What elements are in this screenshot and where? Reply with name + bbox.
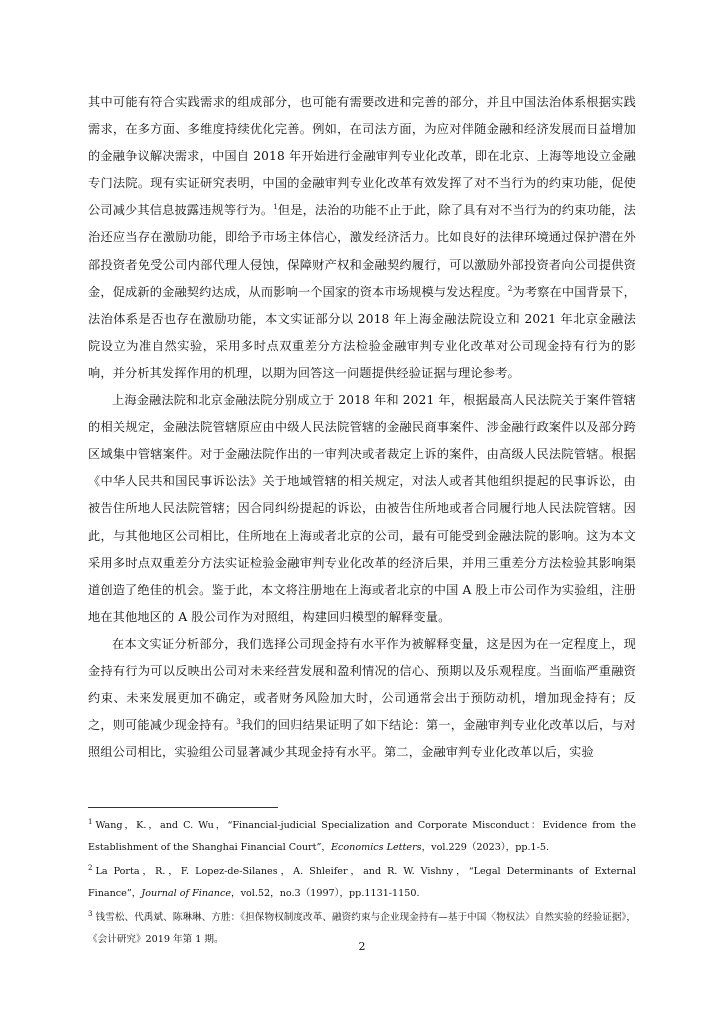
body-paragraph bbox=[88, 631, 636, 766]
journal-title: Economics Letters bbox=[331, 841, 422, 853]
citation-text: ，vol.52，no.3（1997），pp.1131-1150. bbox=[231, 887, 420, 899]
footnote-number: 2 bbox=[88, 864, 93, 873]
footnote-number: 1 bbox=[88, 818, 93, 826]
citation-text: Wang，K.，and C. Wu，“Financial-judicial Specialization and Corporate Misconduct：Evidence from the Establishment of the Shanghai Financial Court”， bbox=[88, 820, 636, 853]
page-number: 2 bbox=[358, 940, 366, 953]
body-paragraph bbox=[88, 89, 636, 387]
footnotes bbox=[88, 812, 636, 951]
footnote-reference: 1 bbox=[273, 203, 278, 212]
footnote-number: 3 bbox=[88, 910, 93, 919]
citation-text: ，vol.229（2023），pp.1-5. bbox=[421, 841, 550, 853]
text-run: 在本文实证分析部分，我们选择公司现金持有水平作为被解释变量，这是因为在一定程度上，现金持有行为可以反映出公司对未来经营发展和盈利情况的信心、预期以及乐观程度。当面临严重融资约束、未来发展更加不确定，或者财务风险加大时，公司通常会出于预防动机，增加现金持有；反之，则可能减少现金持有。 bbox=[88, 636, 636, 733]
body-text bbox=[88, 89, 636, 766]
footnote bbox=[88, 858, 636, 904]
footnote-reference: 3 bbox=[236, 718, 241, 727]
text-run: 但是，法治的功能不止于此，除了具有对不当行为的约束功能，法治还应当存在激励功能，即给予市场主体信心，激发经济活力。比如良好的法律环境通过保护潜在外部投资者免受公司内部代理人侵蚀，保障财产权和金融契约履行，可以激励外部投资者向公司提供资金，促成新的金融契约达成，从而影响一个国家的资本市场规模与发达程度。 bbox=[88, 203, 636, 299]
text-run: 我们的回归结果证明了如下结论：第一，金融审判专业化改革以后，与对照组公司相比，实验组公司显著减少其现金持有水平。第二，金融审判专业化改革以后，实验 bbox=[88, 718, 636, 760]
journal-title: Journal of Finance bbox=[141, 887, 231, 899]
footnote bbox=[88, 812, 636, 858]
text-run: 为考察在中国背景下，法治体系是否也存在激励功能，本文实证部分以 2018 年上海金融法院设立和 2021 年北京金融法院设立为准自然实验，采用多时点双重差分方法检验金融审判专业化改革对公司现金持有行为的影响，并分析其发挥作用的机理，以期为回答这一问题提供经验证据与理论参考。 bbox=[88, 284, 636, 380]
text-run: 其中可能有符合实践需求的组成部分，也可能有需要改进和完善的部分，并且中国法治体系根据实践需求，在多方面、多维度持续优化完善。例如，在司法方面，为应对伴随金融和经济发展而日益增加的金融争议解决需求，中国自 2018 年开始进行金融审判专业化改革，即在北京、上海等地设立金融专门法院。现有实证研究表明，中国的金融审判专业化改革有效发挥了对不当行为的约束功能，促使公司减少其信息披露违规等行为。 bbox=[88, 95, 636, 218]
footnote-divider bbox=[88, 807, 278, 808]
footnote-reference: 2 bbox=[507, 284, 513, 293]
body-paragraph bbox=[88, 387, 636, 631]
citation-text: La Porta，R.，F. Lopez-de-Silanes，A. Shleifer，and R. W. Vishny，“Legal Determinants of External Finance”， bbox=[88, 866, 636, 899]
text-run: 上海金融法院和北京金融法院分别成立于 2018 年和 2021 年，根据最高人民法院关于案件管辖的相关规定，金融法院管辖原应由中级人民法院管辖的金融民商事案件、涉金融行政案件以及部分跨区域集中管辖案件。对于金融法院作出的一审判决或者裁定上诉的案件，由高级人民法院管辖。根据《中华人民共和国民事诉讼法》关于地域管辖的相关规定，对法人或者其他组织提起的民事诉讼，由被告住所地人民法院管辖；因合同纠纷提起的诉讼，由被告住所地或者合同履行地人民法院管辖。因此，与其他地区公司相比，住所地在上海或者北京的公司，最有可能受到金融法院的影响。这为本文采用多时点双重差分方法实证检验金融审判专业化改革的经济后果，并用三重差分方法检验其影响渠道创造了绝佳的机会。鉴于此，本文将注册地在上海或者北京的中国 A 股上市公司作为实验组，注册地在其他地区的 A 股公司作为对照组，构建回归模型的解释变量。 bbox=[88, 393, 636, 624]
citation-text: 钱雪松、代禹斌、陈琳琳、方胜：《担保物权制度改革、融资约束与企业现金持有—基于中国〈物权法〉自然实验的经验证据》，《会计研究》2019 年第 1 期。 bbox=[88, 912, 636, 946]
